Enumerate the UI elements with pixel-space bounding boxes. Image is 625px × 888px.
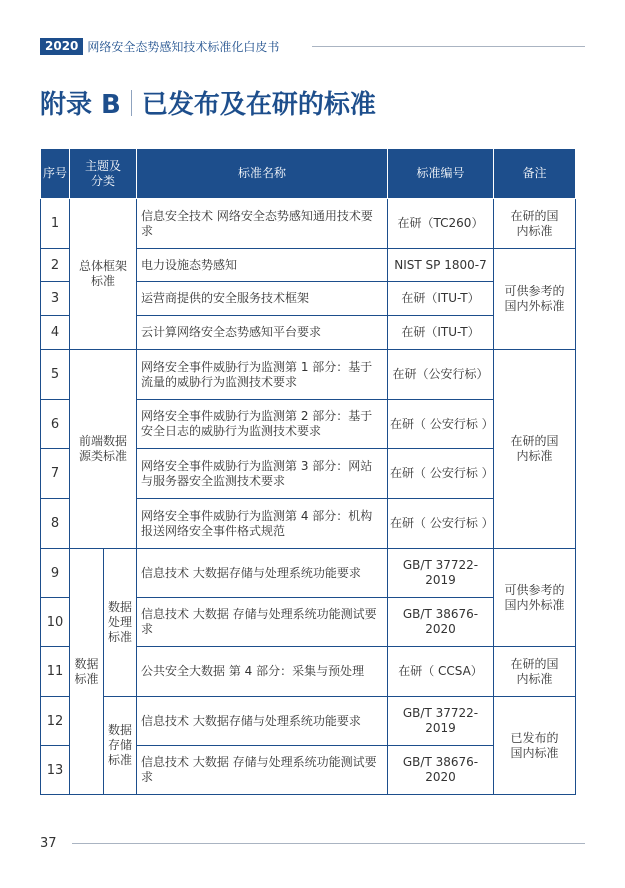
header-code: 标准编号 xyxy=(388,149,494,199)
page-title xyxy=(40,84,376,121)
table-row xyxy=(41,350,576,400)
header-category: 主题及分类 xyxy=(70,149,137,199)
row-no: 2 xyxy=(41,249,70,282)
row-code: 在研（TC260） xyxy=(388,199,494,249)
row-no: 8 xyxy=(41,499,70,549)
appendix-title: 已发布及在研的标准 xyxy=(141,90,376,120)
row-name: 信息技术 大数据存储与处理系统功能要求 xyxy=(137,697,388,746)
category-data-storage: 数据存储标准 xyxy=(104,697,137,795)
category-framework: 总体框架标准 xyxy=(70,199,137,350)
row-code: 在研（ 公安行标 ） xyxy=(388,449,494,499)
row-code: 在研（ 公安行标 ） xyxy=(388,400,494,449)
row-code: GB/T 38676-2020 xyxy=(388,598,494,647)
table-row xyxy=(41,199,576,249)
row-name: 信息技术 大数据 存储与处理系统功能测试要求 xyxy=(137,746,388,795)
row-name: 网络安全事件威胁行为监测第 1 部分：基于流量的威胁行为监测技术要求 xyxy=(137,350,388,400)
row-name: 云计算网络安全态势感知平台要求 xyxy=(137,316,388,350)
category-frontend: 前端数据源类标准 xyxy=(70,350,137,549)
row-code: 在研（ITU-T） xyxy=(388,282,494,316)
table-row xyxy=(41,549,576,598)
row-no: 3 xyxy=(41,282,70,316)
row-code: GB/T 37722-2019 xyxy=(388,549,494,598)
row-no: 4 xyxy=(41,316,70,350)
page-number: 37 xyxy=(40,836,57,851)
appendix-label: 附录 B xyxy=(40,90,121,120)
row-no: 10 xyxy=(41,598,70,647)
standards-table xyxy=(40,148,576,795)
title-separator xyxy=(131,90,132,116)
header-rule xyxy=(312,46,585,47)
footer-rule xyxy=(72,843,585,844)
row-name: 信息安全技术 网络安全态势感知通用技术要求 xyxy=(137,199,388,249)
row-no: 1 xyxy=(41,199,70,249)
row-name: 电力设施态势感知 xyxy=(137,249,388,282)
note-domestic-research: 在研的国内标准 xyxy=(494,350,576,549)
row-code: GB/T 37722-2019 xyxy=(388,697,494,746)
header-name: 标准名称 xyxy=(137,149,388,199)
row-code: 在研（ 公安行标 ） xyxy=(388,499,494,549)
header-year-badge: 2020 xyxy=(40,38,83,55)
row-no: 11 xyxy=(41,647,70,697)
row-code: 在研（ CCSA） xyxy=(388,647,494,697)
row-no: 7 xyxy=(41,449,70,499)
note-domestic-research: 在研的国内标准 xyxy=(494,647,576,697)
row-code: 在研（公安行标） xyxy=(388,350,494,400)
header-note: 备注 xyxy=(494,149,576,199)
row-no: 12 xyxy=(41,697,70,746)
category-data: 数据标准 xyxy=(70,549,104,795)
row-name: 网络安全事件威胁行为监测第 3 部分：网站与服务器安全监测技术要求 xyxy=(137,449,388,499)
row-name: 网络安全事件威胁行为监测第 2 部分：基于安全日志的威胁行为监测技术要求 xyxy=(137,400,388,449)
row-no: 13 xyxy=(41,746,70,795)
note-reference: 可供参考的国内外标准 xyxy=(494,249,576,350)
row-name: 网络安全事件威胁行为监测第 4 部分：机构报送网络安全事件格式规范 xyxy=(137,499,388,549)
row-name: 公共安全大数据 第 4 部分：采集与预处理 xyxy=(137,647,388,697)
table-row xyxy=(41,697,576,746)
note-reference: 可供参考的国内外标准 xyxy=(494,549,576,647)
row-name: 信息技术 大数据存储与处理系统功能要求 xyxy=(137,549,388,598)
row-name: 信息技术 大数据 存储与处理系统功能测试要求 xyxy=(137,598,388,647)
row-no: 5 xyxy=(41,350,70,400)
note-published: 已发布的国内标准 xyxy=(494,697,576,795)
header-no: 序号 xyxy=(41,149,70,199)
row-code: 在研（ITU-T） xyxy=(388,316,494,350)
row-code: NIST SP 1800-7 xyxy=(388,249,494,282)
row-code: GB/T 38676-2020 xyxy=(388,746,494,795)
row-no: 6 xyxy=(41,400,70,449)
row-name: 运营商提供的安全服务技术框架 xyxy=(137,282,388,316)
note-domestic-research: 在研的国内标准 xyxy=(494,199,576,249)
header-doc-title: 网络安全态势感知技术标准化白皮书 xyxy=(87,40,280,54)
running-header xyxy=(40,38,279,55)
category-data-processing: 数据处理标准 xyxy=(104,549,137,697)
table-header-row xyxy=(41,149,576,199)
row-no: 9 xyxy=(41,549,70,598)
